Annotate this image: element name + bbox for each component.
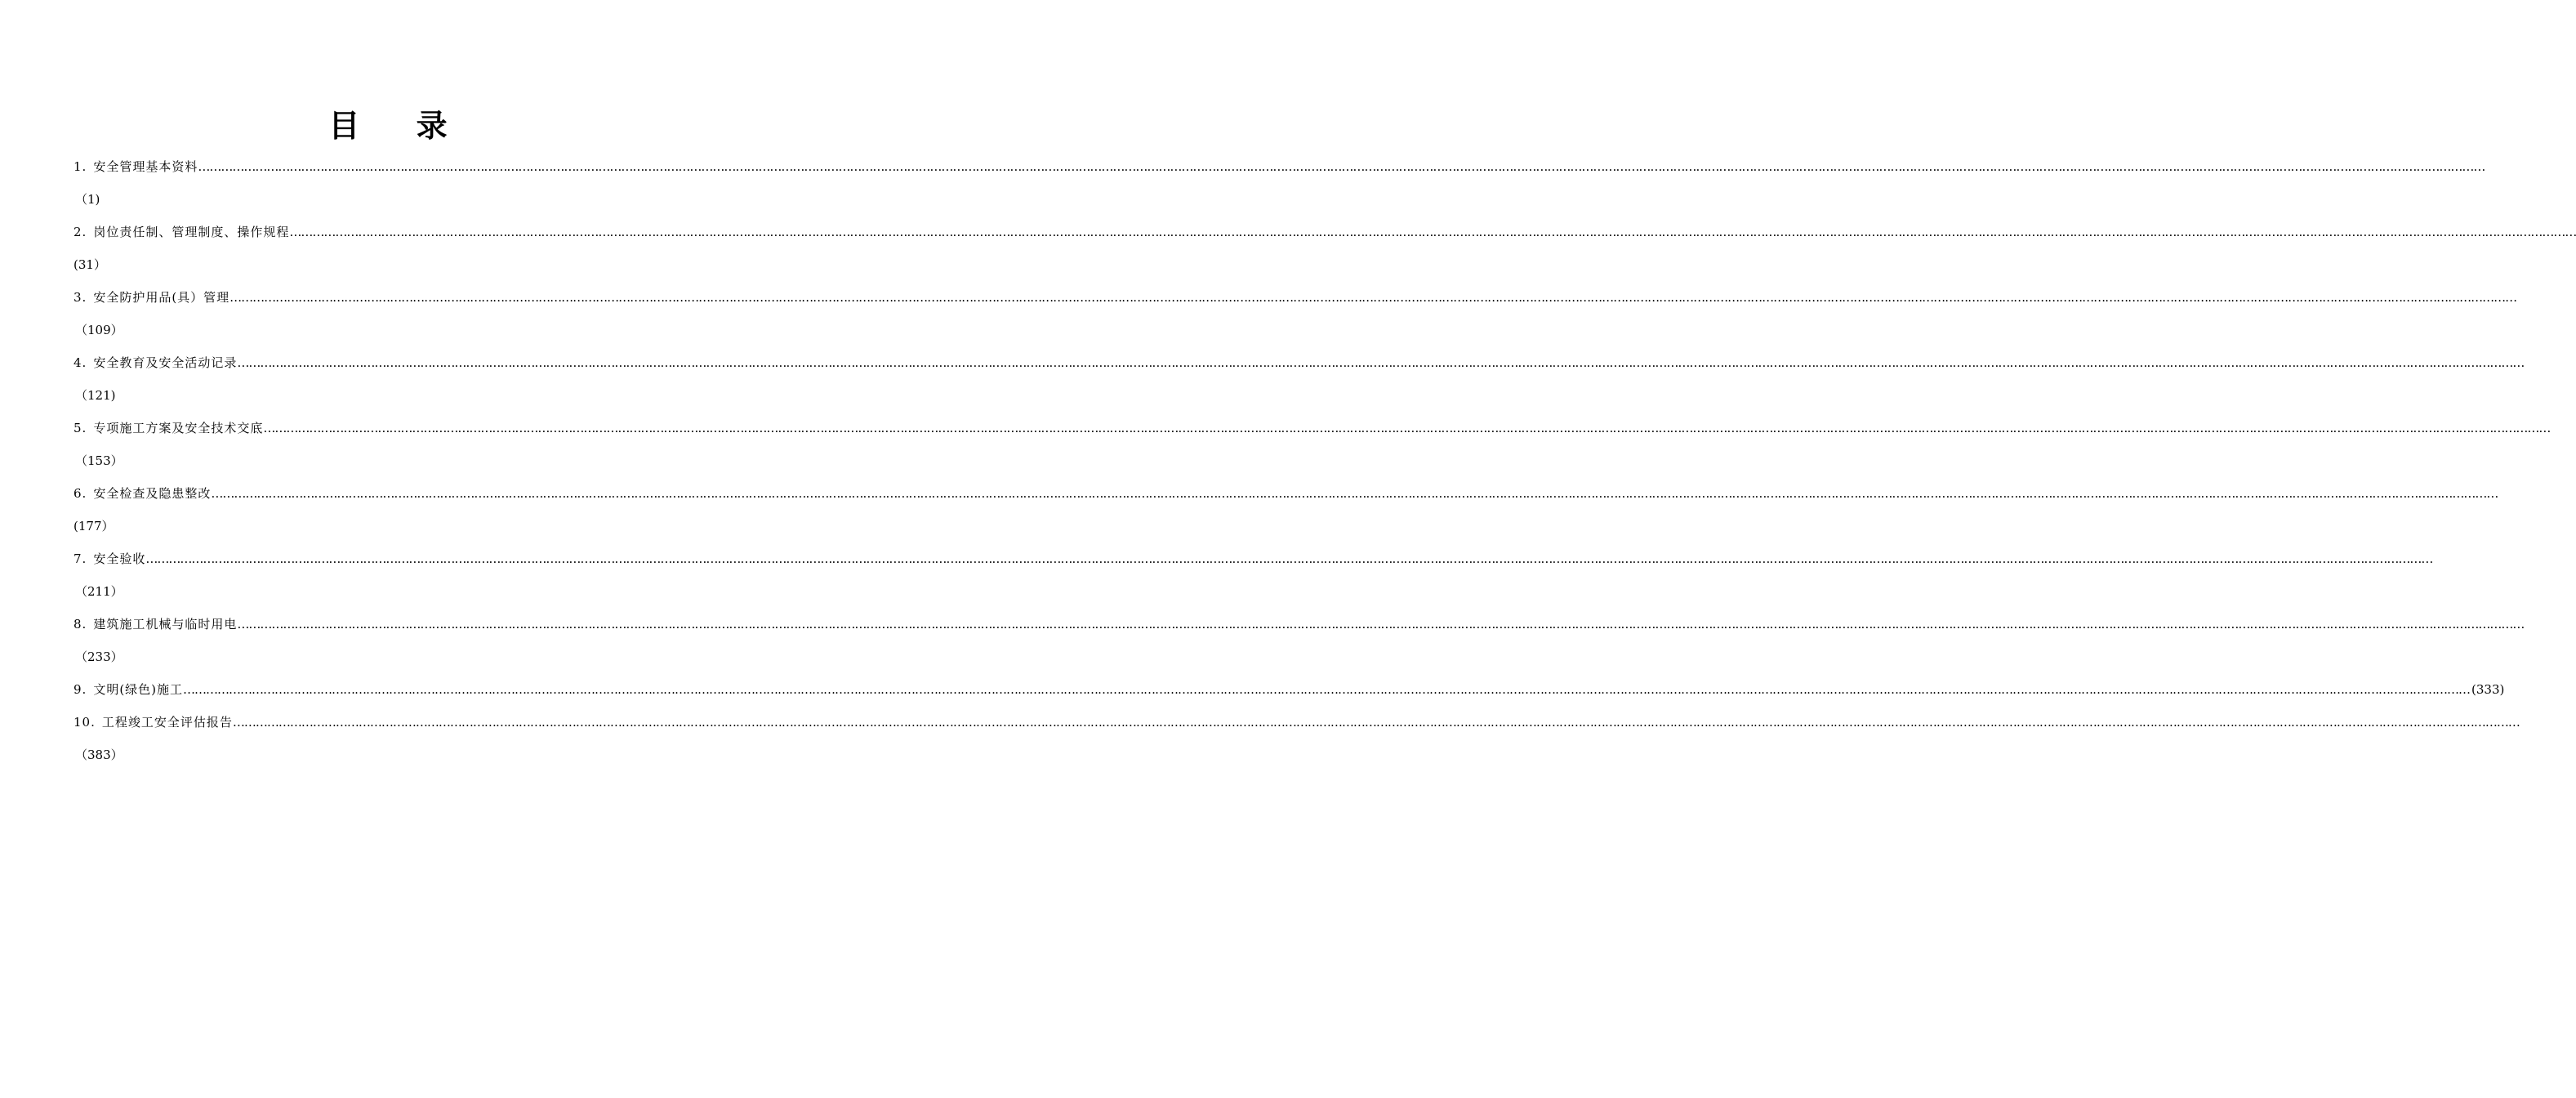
toc-entry-number: 6. bbox=[74, 486, 87, 501]
dot-leader: …………………………………………………………………………………………………………………………………………………………………………………………………………………………………………………………………………………………………………………………………………………………………………………………………………………………………………………………………………………………………………………………………………………… bbox=[237, 617, 2525, 632]
toc-entry-title: 安全管理基本资料 bbox=[93, 159, 198, 174]
dot-leader: …………………………………………………………………………………………………………………………………………………………………………………………………………………………………………………………………………………………………………………………………………………………………………………………………………………………………………………………………………………………………………………………………………………… bbox=[183, 682, 2471, 697]
toc-entry-title: 安全教育及安全活动记录 bbox=[93, 355, 238, 370]
toc-entry-title: 专项施工方案及安全技术交底 bbox=[93, 421, 264, 435]
toc-entry-number: 3. bbox=[74, 290, 87, 305]
dot-leader: …………………………………………………………………………………………………………………………………………………………………………………………………………………………………………………………………………………………………………………………………………………………………………………………………………………………………………………………………………………………………………………………………………………… bbox=[230, 290, 2517, 305]
toc-entry[interactable] bbox=[74, 216, 2576, 248]
toc-entry[interactable] bbox=[74, 150, 2485, 183]
toc-entry-page: （233） bbox=[75, 649, 123, 664]
toc-entry-page: （383） bbox=[75, 748, 123, 762]
toc-entry-page: (333) bbox=[2471, 682, 2505, 697]
toc-entry-page: （121) bbox=[75, 388, 116, 403]
toc-entry-number: 10. bbox=[74, 715, 96, 730]
toc-entry-title: 安全验收 bbox=[93, 551, 146, 566]
toc-entry-title: 安全检查及隐患整改 bbox=[93, 486, 212, 501]
dot-leader: …………………………………………………………………………………………………………………………………………………………………………………………………………………………………………………………………………………………………………………………………………………………………………………………………………………………………………………………………………………………………………………………………………………… bbox=[237, 355, 2525, 370]
dot-leader: …………………………………………………………………………………………………………………………………………………………………………………………………………………………………………………………………………………………………………………………………………………………………………………………………………………………………………………………………………………………………………………………………………………… bbox=[198, 159, 2485, 174]
dot-leader: …………………………………………………………………………………………………………………………………………………………………………………………………………………………………………………………………………………………………………………………………………………………………………………………………………………………………………………………………………………………………………………………………………………… bbox=[289, 225, 2576, 239]
toc-entry-title: 岗位责任制、管理制度、操作规程 bbox=[93, 225, 290, 239]
toc-entry-number: 7. bbox=[74, 551, 87, 566]
toc-entry[interactable] bbox=[74, 477, 2498, 510]
toc-entry-page: (177） bbox=[74, 519, 114, 533]
toc-entry[interactable] bbox=[74, 412, 2551, 444]
toc-entry-title: 安全防护用品(具）管理 bbox=[93, 290, 230, 305]
toc-entry-page: （1) bbox=[75, 192, 100, 207]
toc-entry[interactable] bbox=[74, 673, 2505, 706]
page-title: 目 录 bbox=[328, 107, 470, 144]
toc-entry[interactable] bbox=[74, 281, 2517, 314]
toc-entry-title: 建筑施工机械与临时用电 bbox=[93, 617, 238, 632]
dot-leader: …………………………………………………………………………………………………………………………………………………………………………………………………………………………………………………………………………………………………………………………………………………………………………………………………………………………………………………………………………………………………………………………………………………… bbox=[263, 421, 2551, 435]
toc-entry[interactable] bbox=[74, 346, 2525, 379]
table-of-contents bbox=[74, 150, 2576, 771]
toc-entry-page: （153） bbox=[75, 453, 123, 468]
toc-entry-number: 4. bbox=[74, 355, 87, 370]
dot-leader: …………………………………………………………………………………………………………………………………………………………………………………………………………………………………………………………………………………………………………………………………………………………………………………………………………………………………………………………………………………………………………………………………………………… bbox=[232, 715, 2520, 730]
toc-entry-page: (31） bbox=[74, 257, 106, 272]
toc-entry-number: 5. bbox=[74, 421, 87, 435]
toc-entry-number: 1. bbox=[74, 159, 87, 174]
toc-entry[interactable] bbox=[74, 608, 2525, 640]
toc-entry-number: 8. bbox=[74, 617, 87, 632]
toc-entry-page: （109） bbox=[75, 323, 123, 337]
toc-entry-title: 工程竣工安全评估报告 bbox=[101, 715, 233, 730]
toc-entry[interactable] bbox=[74, 706, 2520, 739]
toc-entry[interactable] bbox=[74, 542, 2433, 575]
toc-entry-number: 9. bbox=[74, 682, 87, 697]
toc-entry-page: （211） bbox=[75, 584, 123, 599]
dot-leader: …………………………………………………………………………………………………………………………………………………………………………………………………………………………………………………………………………………………………………………………………………………………………………………………………………………………………………………………………………………………………………………………………………………… bbox=[145, 551, 2433, 566]
dot-leader: …………………………………………………………………………………………………………………………………………………………………………………………………………………………………………………………………………………………………………………………………………………………………………………………………………………………………………………………………………………………………………………………………………………… bbox=[211, 486, 2498, 501]
toc-entry-title: 文明(绿色)施工 bbox=[93, 682, 184, 697]
toc-entry-number: 2. bbox=[74, 225, 87, 239]
